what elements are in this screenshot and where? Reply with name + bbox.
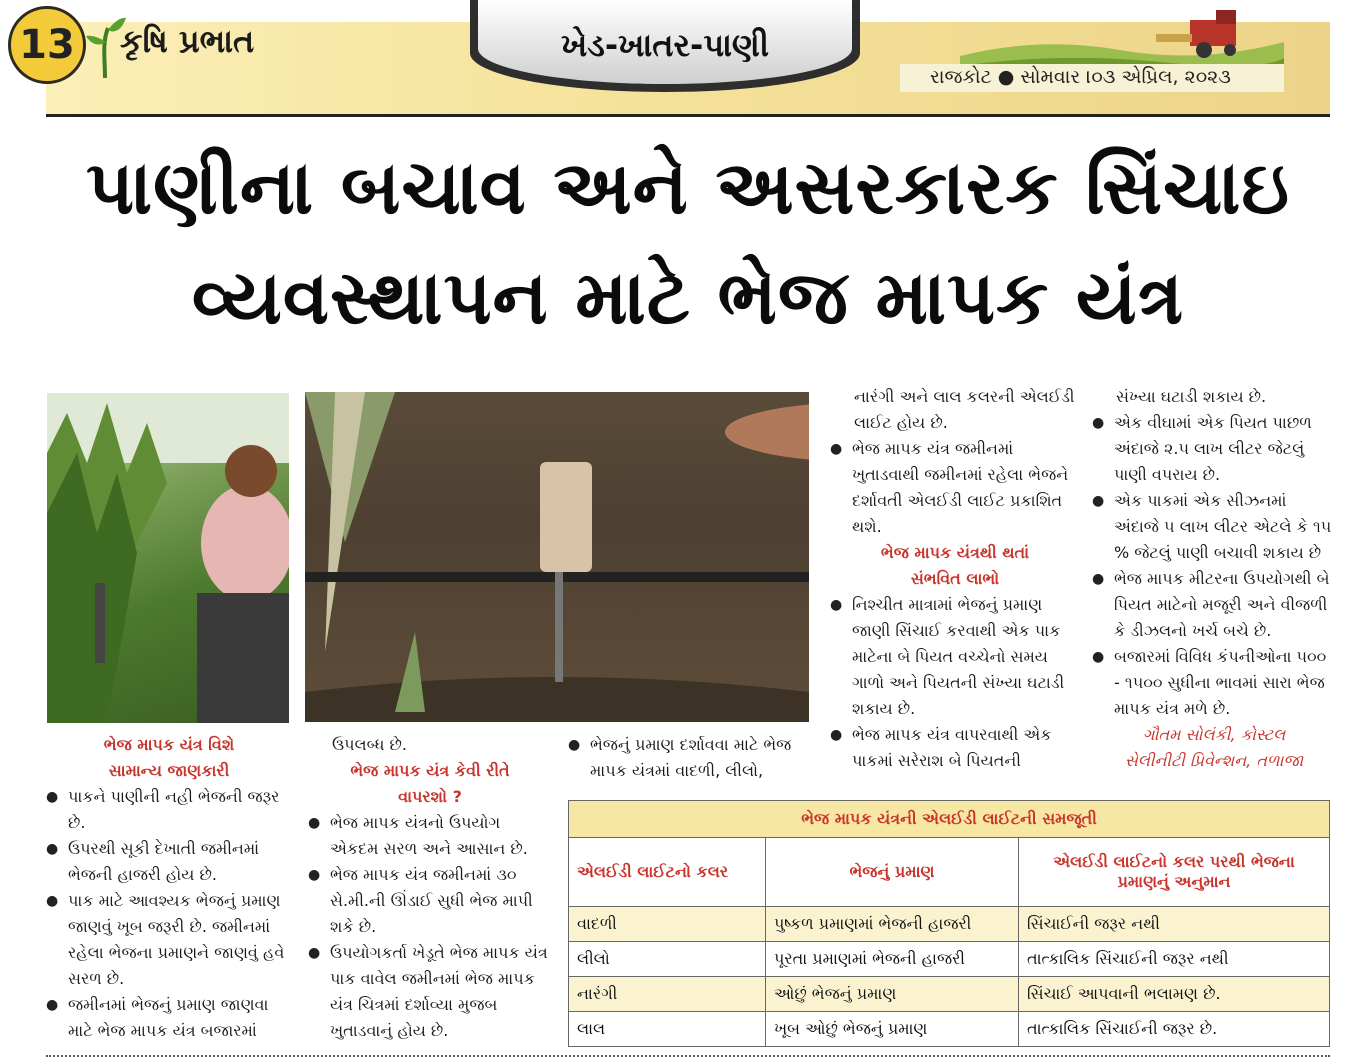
table-header-estimate: એલઈડી લાઈટનો કલર પરથી ભેજના પ્રમાણનું અનુમાન xyxy=(1019,838,1330,907)
table-caption: ભેજ માપક યંત્રની એલઈડી લાઈટની સમજૂતી xyxy=(569,801,1330,838)
col3-heading-line-1: ભેજ માપક યંત્રથી થતાં xyxy=(880,543,1030,562)
dateline: રાજકોટ ● સોમવાર ।૦૩ એપ્રિલ, ૨૦૨૩ xyxy=(930,66,1231,88)
farmer-using-moisture-meter-photo xyxy=(47,393,289,723)
page-number-badge: 13 xyxy=(8,6,86,84)
list-item: ● પાકને પાણીની નહી ભેજની જરૂર છે. xyxy=(46,784,292,836)
col2-heading-line-1: ભેજ માપક યંત્ર કેવી રીતે xyxy=(350,761,510,780)
table-cell: પુષ્કળ પ્રમાણમાં ભેજની હાજરી xyxy=(766,907,1019,942)
list-item: ● ભેજ માપક યંત્રનો ઉપયોગ એકદમ સરળ અને આસાન છે. xyxy=(308,810,552,862)
list-item: ● ભેજનું પ્રમાણ દર્શાવવા માટે ભેજ માપક યંત્રમાં વાદળી, લીલો, xyxy=(568,732,814,784)
table-cell: લાલ xyxy=(569,1012,766,1047)
section-name: કૃષિ પ્રભાત xyxy=(120,22,255,60)
author-credit-line-2: સેલીનીટી પ્રિવેન્શન, તળાજા xyxy=(1124,751,1304,770)
list-item: ● એક વીઘામાં એક પિયત પાછળ અંદાજે ૨.૫ લાખ લીટર જેટલું પાણી વપરાય છે. xyxy=(1092,410,1336,488)
list-item: ● એક પાકમાં એક સીઝનમાં અંદાજે ૫ લાખ લીટર એટલે કે ૧૫ % જેટલું પાણી બચાવી શકાય છે xyxy=(1092,488,1336,566)
list-item: ● ભેજ માપક યંત્ર જમીનમાં ખુતાડવાથી જમીનમાં રહેલા ભેજને દર્શાવતી એલઈડી લાઈટ પ્રકાશિત થશે. xyxy=(830,436,1080,540)
table-cell: પૂરતા પ્રમાણમાં ભેજની હાજરી xyxy=(766,942,1019,977)
list-item: ● ઉપયોગકર્તા ખેડૂતે ભેજ માપક યંત્ર પાક વાવેલ જમીનમાં ભેજ માપક યંત્ર ચિત્રમાં દર્શાવ્યા મુજબ ખુતાડવાનું હોય છે. xyxy=(308,940,552,1044)
col2-continuation: ઉપલબ્ધ છે. xyxy=(332,735,407,754)
column-led-colors-intro xyxy=(568,732,814,784)
led-color-table xyxy=(568,800,1330,1047)
list-item: ● ભેજ માપક મીટરના ઉપયોગથી બે પિયત માટેનો મજૂરી અને વીજળી કે ડીઝલનો ખર્ચ બચે છે. xyxy=(1092,566,1336,644)
table-row xyxy=(569,1012,1330,1047)
table-cell: તાત્કાલિક સિંચાઈની જરૂર નથી xyxy=(1019,942,1330,977)
headline-line-1: પાણીના બચાવ અને અસરકારક સિંચાઇ xyxy=(86,145,1290,231)
table-row xyxy=(569,907,1330,942)
table-cell: તાત્કાલિક સિંચાઈની જરૂર છે. xyxy=(1019,1012,1330,1047)
moisture-meter-in-soil-photo xyxy=(305,392,809,722)
list-item: ● ઉપરથી સૂકી દેખાતી જમીનમાં ભેજની હાજરી હોય છે. xyxy=(46,836,292,888)
column-savings xyxy=(1092,384,1336,774)
table-row xyxy=(569,942,1330,977)
column-general-info xyxy=(46,732,292,1044)
table-row xyxy=(569,977,1330,1012)
col3-continuation: નારંગી અને લાલ કલરની એલઈડી લાઈટ હોય છે. xyxy=(854,387,1075,432)
table-cell: લીલો xyxy=(569,942,766,977)
table-cell: ખૂબ ઓછું ભેજનું પ્રમાણ xyxy=(766,1012,1019,1047)
col4-continuation: સંખ્યા ઘટાડી શકાય છે. xyxy=(1116,387,1267,406)
column-benefits xyxy=(830,384,1080,774)
table-cell: સિંચાઈની જરૂર નથી xyxy=(1019,907,1330,942)
list-item: ● ભેજ માપક યંત્ર જમીનમાં ૩૦ સે.મી.ની ઊંડાઈ સુધી ભેજ માપી શકે છે. xyxy=(308,862,552,940)
table-header-led-color: એલઈડી લાઈટનો કલર xyxy=(569,838,766,907)
col3-heading-line-2: સંભવિત લાભો xyxy=(910,569,1000,588)
col2-heading-line-2: વાપરશો ? xyxy=(398,787,462,806)
table-header-moisture-level: ભેજનું પ્રમાણ xyxy=(766,838,1019,907)
table-cell: સિંચાઈ આપવાની ભલામણ છે. xyxy=(1019,977,1330,1012)
list-item: ● નિશ્ચીત માત્રામાં ભેજનું પ્રમાણ જાણી સિંચાઈ કરવાથી એક પાક માટેના બે પિયત વચ્ચેનો સમય ગાળો અને પિયતની સંખ્યા ઘટાડી શકાય છે. xyxy=(830,592,1080,722)
table-cell: નારંગી xyxy=(569,977,766,1012)
table-cell: વાદળી xyxy=(569,907,766,942)
table-cell: ઓછું ભેજનું પ્રમાણ xyxy=(766,977,1019,1012)
author-credit-line-1: ગૌતમ સોલંકી, કોસ્ટલ xyxy=(1142,725,1286,744)
list-item: ● બજારમાં વિવિધ કંપનીઓના ૫૦૦ - ૧૫૦૦ સુધીના ભાવમાં સારા ભેજ માપક યંત્ર મળે છે. xyxy=(1092,644,1336,722)
footer-dotted-rule xyxy=(46,1055,1330,1057)
headline-line-2: વ્યવસ્થાપન માટે ભેજ માપક યંત્ર xyxy=(191,255,1185,341)
column-how-to-use xyxy=(308,732,552,1044)
list-item: ● ભેજ માપક યંત્ર વાપરવાથી એક પાકમાં સરેરાશ બે પિયતની xyxy=(830,722,1080,774)
list-item: ● જમીનમાં ભેજનું પ્રમાણ જાણવા માટે ભેજ માપક યંત્ર બજારમાં xyxy=(46,992,292,1044)
header-rule xyxy=(46,114,1330,117)
list-item: ● પાક માટે આવશ્યક ભેજનું પ્રમાણ જાણવું ખૂબ જરૂરી છે. જમીનમાં રહેલા ભેજના પ્રમાણને જાણવું હવે સરળ છે. xyxy=(46,888,292,992)
section-tab-label: ખેડ-ખાતર-પાણી xyxy=(560,26,769,64)
col1-heading-line-2: સામાન્ય જાણકારી xyxy=(108,761,230,780)
col1-heading-line-1: ભેજ માપક યંત્ર વિશે xyxy=(103,735,235,754)
